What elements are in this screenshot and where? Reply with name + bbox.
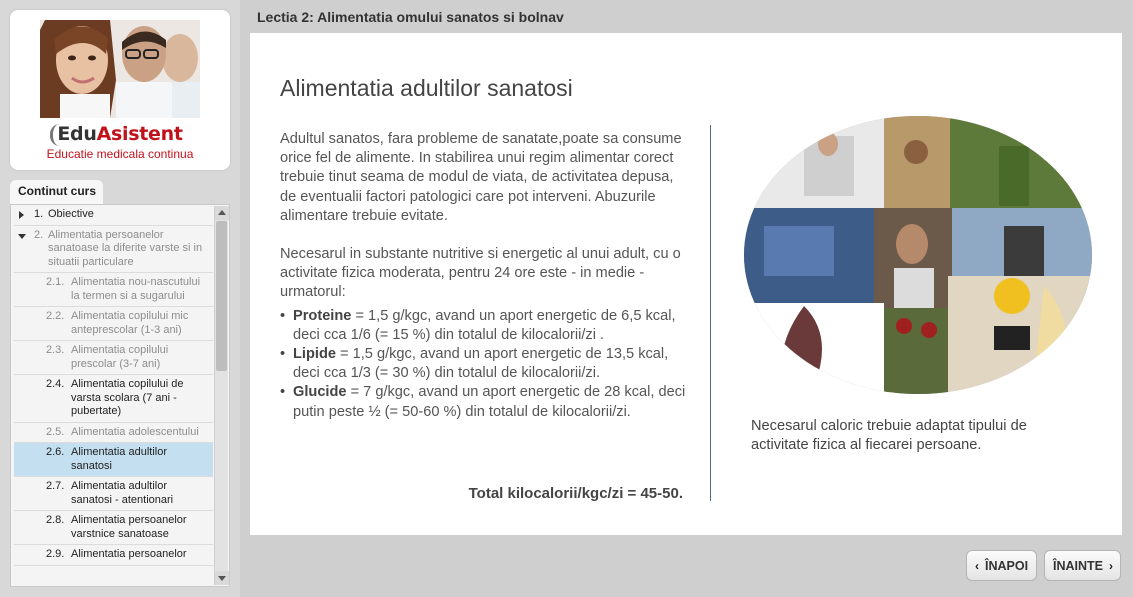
nutrient-list — [280, 307, 690, 422]
prev-button[interactable] — [966, 550, 1037, 581]
toc-item[interactable] — [14, 443, 213, 477]
toc-item-label: Alimentatia copilului de varsta scolara (7 ani - pubertate) — [71, 378, 184, 417]
toc-item[interactable] — [14, 423, 213, 444]
next-label: ÎNAINTE — [1053, 558, 1103, 573]
list-item: • Proteine = 1,5 g/kgc, avand un aport energetic de 6,5 kcal, deci cca 1/6 (= 15 %) din totalul de kilocalorii/zi . — [280, 307, 690, 345]
slide-title: Alimentatia adultilor sanatosi — [280, 75, 573, 101]
chevron-left-icon: ‹ — [975, 558, 979, 573]
toc-item-label: Alimentatia nou-nascutului la termen si a sugarului — [71, 276, 201, 302]
brand-logo — [40, 118, 200, 150]
toc-item-number: 2.4. — [46, 378, 65, 390]
toc-item-label: Alimentatia adolescentului — [71, 425, 199, 438]
chevron-right-icon: › — [1109, 558, 1113, 573]
toc-item[interactable] — [14, 477, 213, 511]
toc-item[interactable] — [14, 375, 213, 423]
toc-item-number: 2.2. — [46, 310, 65, 322]
main-area — [240, 0, 1133, 597]
swoosh-icon — [50, 124, 60, 146]
toc-item-label: Alimentatia persoanelor — [71, 548, 187, 560]
list-item: • Glucide = 7 g/kgc, avand un aport energetic de 28 kcal, deci putin peste ½ (= 50-60 %) din totalul de kilocalorii/zi. — [280, 383, 690, 421]
lesson-title: Lectia 2: Alimentatia omului sanatos si bolnav — [257, 9, 564, 25]
toc-item[interactable] — [14, 511, 213, 545]
scroll-up-icon[interactable] — [215, 206, 229, 220]
logo-photo — [40, 20, 200, 118]
toc-item-label: Alimentatia adultilor sanatosi — [71, 446, 167, 472]
toc-item-number: 2.1. — [46, 276, 65, 288]
toc-item-label: Alimentatia persoanelor sanatoase la diferite varste si in situatii particulare — [48, 228, 203, 268]
toc-item-label: Alimentatia copilului prescolar (3-7 ani) — [71, 344, 169, 370]
toc-item[interactable] — [14, 545, 213, 566]
toc-item-label: Alimentatia copilului mic anteprescolar (1-3 ani) — [71, 310, 189, 336]
toc-item[interactable] — [14, 226, 213, 274]
toc-list — [14, 205, 213, 586]
caret-down-icon[interactable] — [18, 234, 26, 239]
left-panel — [0, 0, 240, 597]
activity-collage-image — [744, 116, 1092, 394]
toc-item-number: 2. — [34, 228, 44, 241]
paragraph-needs: Necesarul in substante nutritive si energetic al unui adult, cu o activitate fizica moderata, pentru 24 ore este - in medie - urmatorul: — [280, 246, 681, 301]
toc-item-label: Alimentatia adultilor sanatosi - atentionari — [71, 480, 174, 506]
toc-item-number: 2.5. — [46, 425, 65, 438]
collage-caption: Necesarul caloric trebuie adaptat tipului de activitate fizica al fiecarei persoane. — [751, 418, 1027, 454]
logo-box — [10, 10, 230, 170]
toc-item[interactable] — [14, 273, 213, 307]
brand-edu: Edu — [57, 123, 97, 145]
brand-tagline: Educatie medicala continua — [46, 147, 194, 161]
toc-item-number: 2.8. — [46, 514, 65, 526]
scroll-thumb[interactable] — [216, 221, 227, 371]
toc-scrollbar[interactable] — [214, 206, 228, 585]
brand-asistent: Asistent — [96, 123, 183, 145]
toc-item-label: Alimentatia persoanelor varstnice sanatoase — [71, 514, 187, 540]
paragraph-intro: Adultul sanatos, fara probleme de sanatate,poate sa consume orice fel de alimente. In stabilirea unui regim alimentar corect trebuie tinut seama de modul de viata, de activitatea depusa, de eventualii factori patologici care pot interveni. Abuzurile alimentare trebuie evitate. — [280, 131, 682, 224]
toc-item-number: 1. — [34, 208, 44, 220]
toc-item-number: 2.6. — [46, 446, 65, 458]
caret-right-icon[interactable] — [19, 211, 24, 219]
slide-text — [280, 130, 690, 422]
toc-tab[interactable]: Continut curs — [10, 180, 103, 204]
toc-item-number: 2.3. — [46, 344, 65, 356]
toc-item-number: 2.9. — [46, 548, 65, 560]
next-button[interactable] — [1044, 550, 1121, 581]
toc-panel — [10, 204, 230, 587]
scroll-down-icon[interactable] — [215, 571, 229, 585]
list-item: • Lipide = 1,5 g/kgc, avand un aport energetic de 13,5 kcal, deci cca 1/3 (= 30 %) din totalul de kilocalorii/zi. — [280, 345, 690, 383]
toc-item-number: 2.7. — [46, 480, 65, 492]
prev-label: ÎNAPOI — [985, 558, 1029, 573]
toc-item[interactable] — [14, 307, 213, 341]
toc-item-label: Obiective — [48, 208, 94, 220]
toc-item[interactable] — [14, 205, 213, 226]
column-divider — [710, 125, 711, 501]
toc-item[interactable] — [14, 341, 213, 375]
slide — [250, 33, 1122, 535]
total-kcal: Total kilocalorii/kgc/zi = 45-50. — [468, 485, 683, 502]
